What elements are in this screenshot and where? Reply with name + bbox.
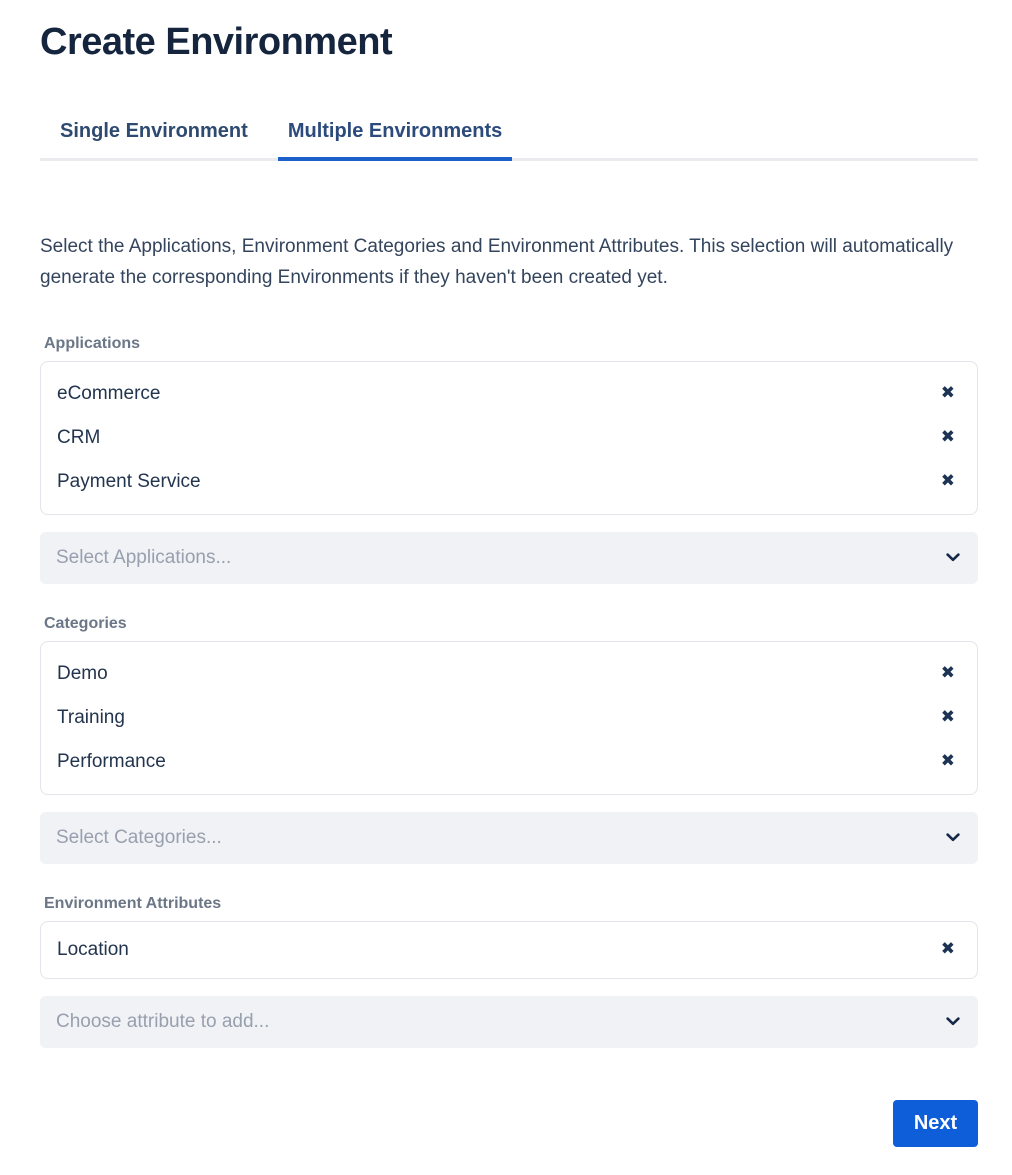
remove-icon[interactable]: ✖	[940, 707, 955, 727]
next-button[interactable]: Next	[893, 1100, 978, 1147]
list-item-label: Payment Service	[57, 470, 201, 492]
list-item	[41, 928, 977, 972]
tab-single-environment[interactable]: Single Environment	[60, 120, 248, 142]
applications-section	[40, 334, 978, 584]
applications-list	[40, 361, 978, 515]
attributes-select[interactable]	[40, 996, 978, 1048]
categories-list	[40, 641, 978, 795]
categories-section	[40, 614, 978, 864]
list-item-label: eCommerce	[57, 382, 161, 404]
list-item	[41, 696, 977, 740]
list-item-label: Location	[57, 938, 129, 960]
list-item	[41, 416, 977, 460]
applications-select[interactable]	[40, 532, 978, 584]
list-item-label: Demo	[57, 662, 108, 684]
select-placeholder: Choose attribute to add...	[56, 1010, 270, 1032]
chevron-down-icon	[946, 1017, 960, 1026]
select-placeholder: Select Categories...	[56, 826, 222, 848]
remove-icon[interactable]: ✖	[940, 383, 955, 403]
list-item	[41, 372, 977, 416]
tab-multiple-environments[interactable]: Multiple Environments	[278, 118, 512, 161]
remove-icon[interactable]: ✖	[940, 939, 955, 959]
chevron-down-icon	[946, 553, 960, 562]
list-item-label: Training	[57, 706, 125, 728]
list-item	[41, 460, 977, 504]
page-title: Create Environment	[40, 21, 393, 63]
applications-label: Applications	[44, 334, 141, 352]
remove-icon[interactable]: ✖	[940, 663, 955, 683]
description-text: Select the Applications, Environment Categories and Environment Attributes. This selection will automatically generate the corresponding Environments if they haven't been created yet.	[40, 235, 954, 288]
list-item	[41, 652, 977, 696]
categories-select[interactable]	[40, 812, 978, 864]
remove-icon[interactable]: ✖	[940, 751, 955, 771]
categories-label: Categories	[44, 614, 127, 632]
attributes-list	[40, 921, 978, 979]
list-item	[41, 740, 977, 784]
remove-icon[interactable]: ✖	[940, 427, 955, 447]
list-item-label: CRM	[57, 426, 101, 448]
attributes-section	[40, 894, 978, 1048]
chevron-down-icon	[946, 833, 960, 842]
attributes-label: Environment Attributes	[44, 894, 222, 912]
remove-icon[interactable]: ✖	[940, 471, 955, 491]
tab-bar	[40, 118, 978, 161]
select-placeholder: Select Applications...	[56, 546, 232, 568]
footer-actions	[40, 1100, 978, 1147]
list-item-label: Performance	[57, 750, 166, 772]
